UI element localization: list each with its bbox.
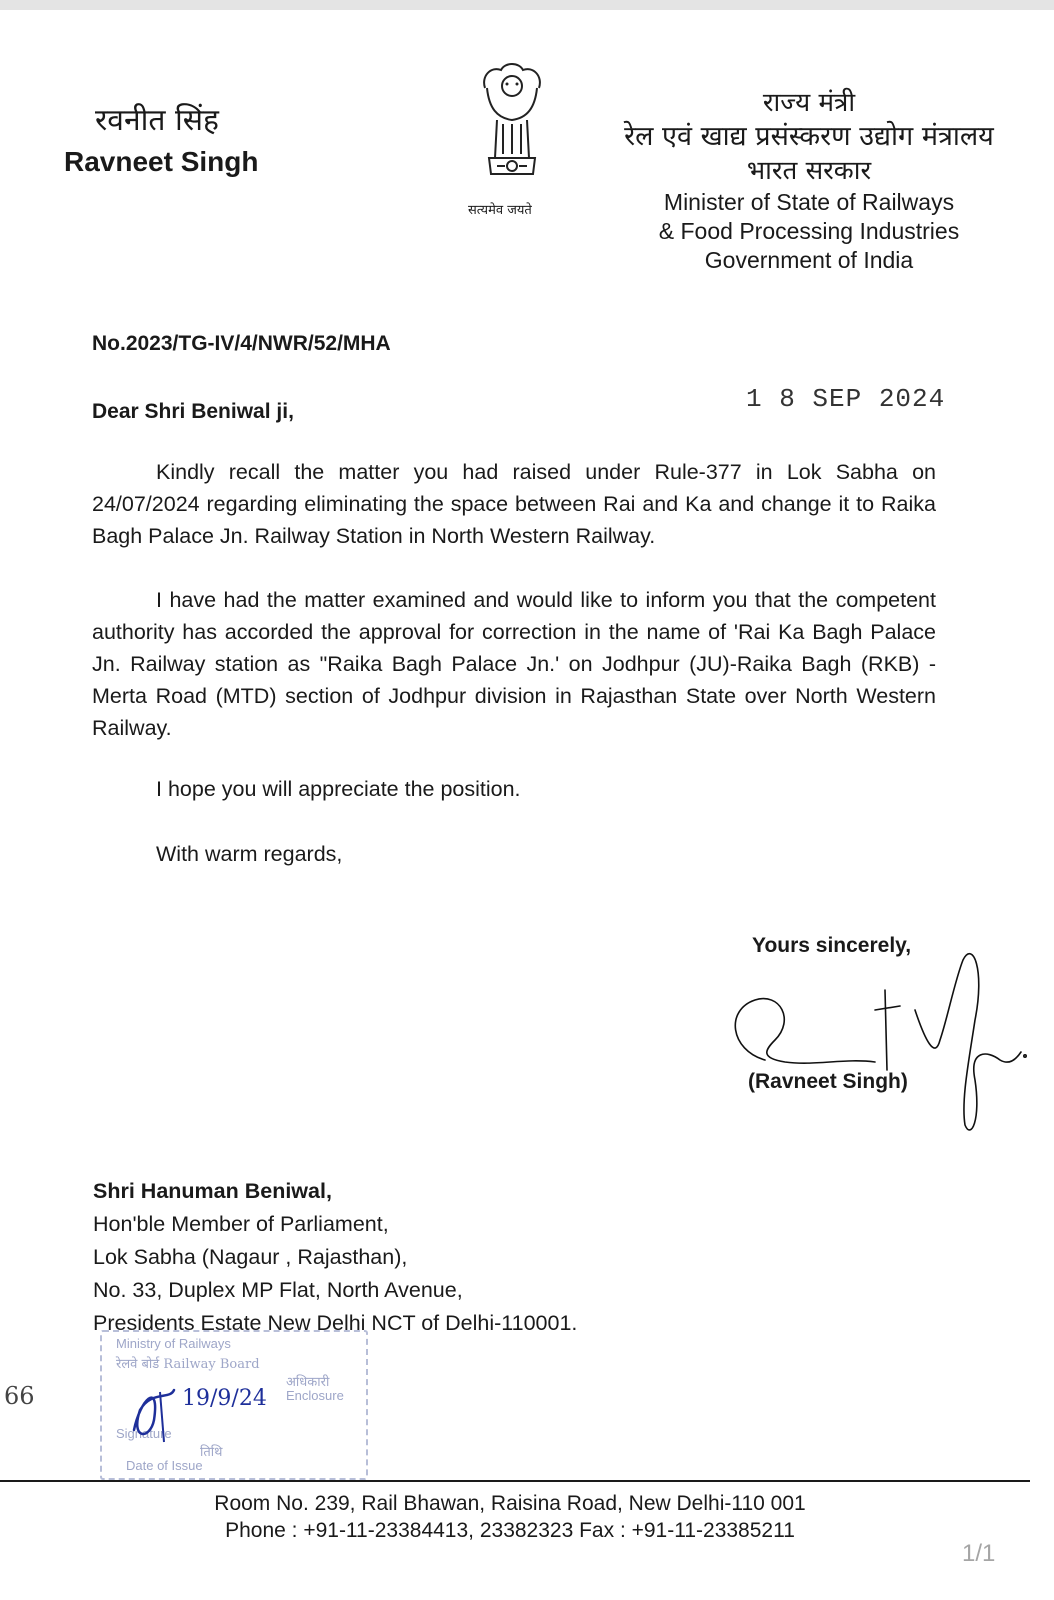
body-paragraph-1: Kindly recall the matter you had raised under Rule-377 in Lok Sabha on 24/07/2024 regarding eliminating the space between Rai and Ka and change it to Raika Bagh Palace Jn. Railway Station in North Western Railway.	[92, 460, 936, 548]
body-paragraph-4: With warm regards,	[156, 842, 343, 866]
recipient-name: Shri Hanuman Beniwal,	[93, 1179, 332, 1203]
stamp-line-2: रेलवे बोर्ड Railway Board	[116, 1357, 260, 1372]
office-english-line-2: & Food Processing Industries	[658, 218, 960, 244]
office-hindi-line-3: भारत सरकार	[746, 156, 872, 186]
footer	[160, 1490, 860, 1544]
sender-name-english: Ravneet Singh	[64, 146, 259, 177]
stamp-line-4: Enclosure	[286, 1388, 344, 1403]
recipient-line-1: Hon'ble Member of Parliament,	[93, 1212, 389, 1236]
emblem-motto: सत्यमेव जयते	[468, 203, 532, 218]
national-emblem-icon	[467, 58, 557, 198]
office-hindi-line-1: राज्य मंत्री	[762, 88, 856, 118]
handwritten-signature	[725, 940, 1035, 1140]
footer-contact: Phone : +91-11-23384413, 23382323 Fax : +91-11-23385211	[225, 1519, 795, 1542]
office-english-line-3: Government of India	[704, 247, 914, 273]
office-english-line-1: Minister of State of Railways	[663, 189, 955, 215]
body-paragraph-2: I have had the matter examined and would like to inform you that the competent authority has accorded the approval for correction in the name of 'Rai Ka Bagh Palace Jn. Railway station as "Raika Bagh Palace Jn.' on Jodhpur (JU)-Raika Bagh (RKB) - Merta Road (MTD) section of Jodhpur division in Rajasthan State over North Western Railway.	[92, 588, 936, 740]
stamp-line-7: Date of Issue	[126, 1458, 203, 1473]
body-paragraph-3: I hope you will appreciate the position.	[156, 777, 521, 801]
stamp-line-5: Signature	[116, 1426, 172, 1441]
signatory-name: (Ravneet Singh)	[748, 1070, 908, 1093]
salutation: Dear Shri Beniwal ji,	[92, 400, 294, 423]
office-hindi-line-2: रेल एवं खाद्य प्रसंस्करण उद्योग मंत्रालय	[624, 121, 994, 152]
stamp-line-6: तिथि	[200, 1445, 223, 1460]
recipient-line-2: Lok Sabha (Nagaur , Rajasthan),	[93, 1245, 408, 1269]
sender-name-hindi: रवनीत सिंह	[95, 103, 219, 138]
stamp-received-date: 19/9/24	[182, 1386, 267, 1411]
viewer-top-bar	[0, 0, 1054, 10]
recipient-address	[93, 1175, 577, 1340]
reference-number: No.2023/TG-IV/4/NWR/52/MHA	[92, 332, 391, 355]
stamp-line-1: Ministry of Railways	[116, 1336, 231, 1351]
stamp-line-3: अधिकारी	[286, 1375, 330, 1390]
recipient-line-4: Presidents Estate New Delhi NCT of Delhi-110001.	[93, 1311, 578, 1335]
footer-divider	[0, 1480, 1030, 1482]
page-indicator: 1/1	[962, 1540, 996, 1567]
margin-note: 66	[4, 1382, 35, 1410]
footer-address: Room No. 239, Rail Bhawan, Raisina Road, New Delhi-110 001	[214, 1492, 806, 1515]
letter-date: 1 8 SEP 2024	[746, 384, 946, 414]
closing: Yours sincerely,	[752, 934, 912, 957]
office-designation	[599, 86, 1019, 275]
recipient-line-3: No. 33, Duplex MP Flat, North Avenue,	[93, 1278, 463, 1302]
receipt-stamp	[100, 1330, 368, 1480]
